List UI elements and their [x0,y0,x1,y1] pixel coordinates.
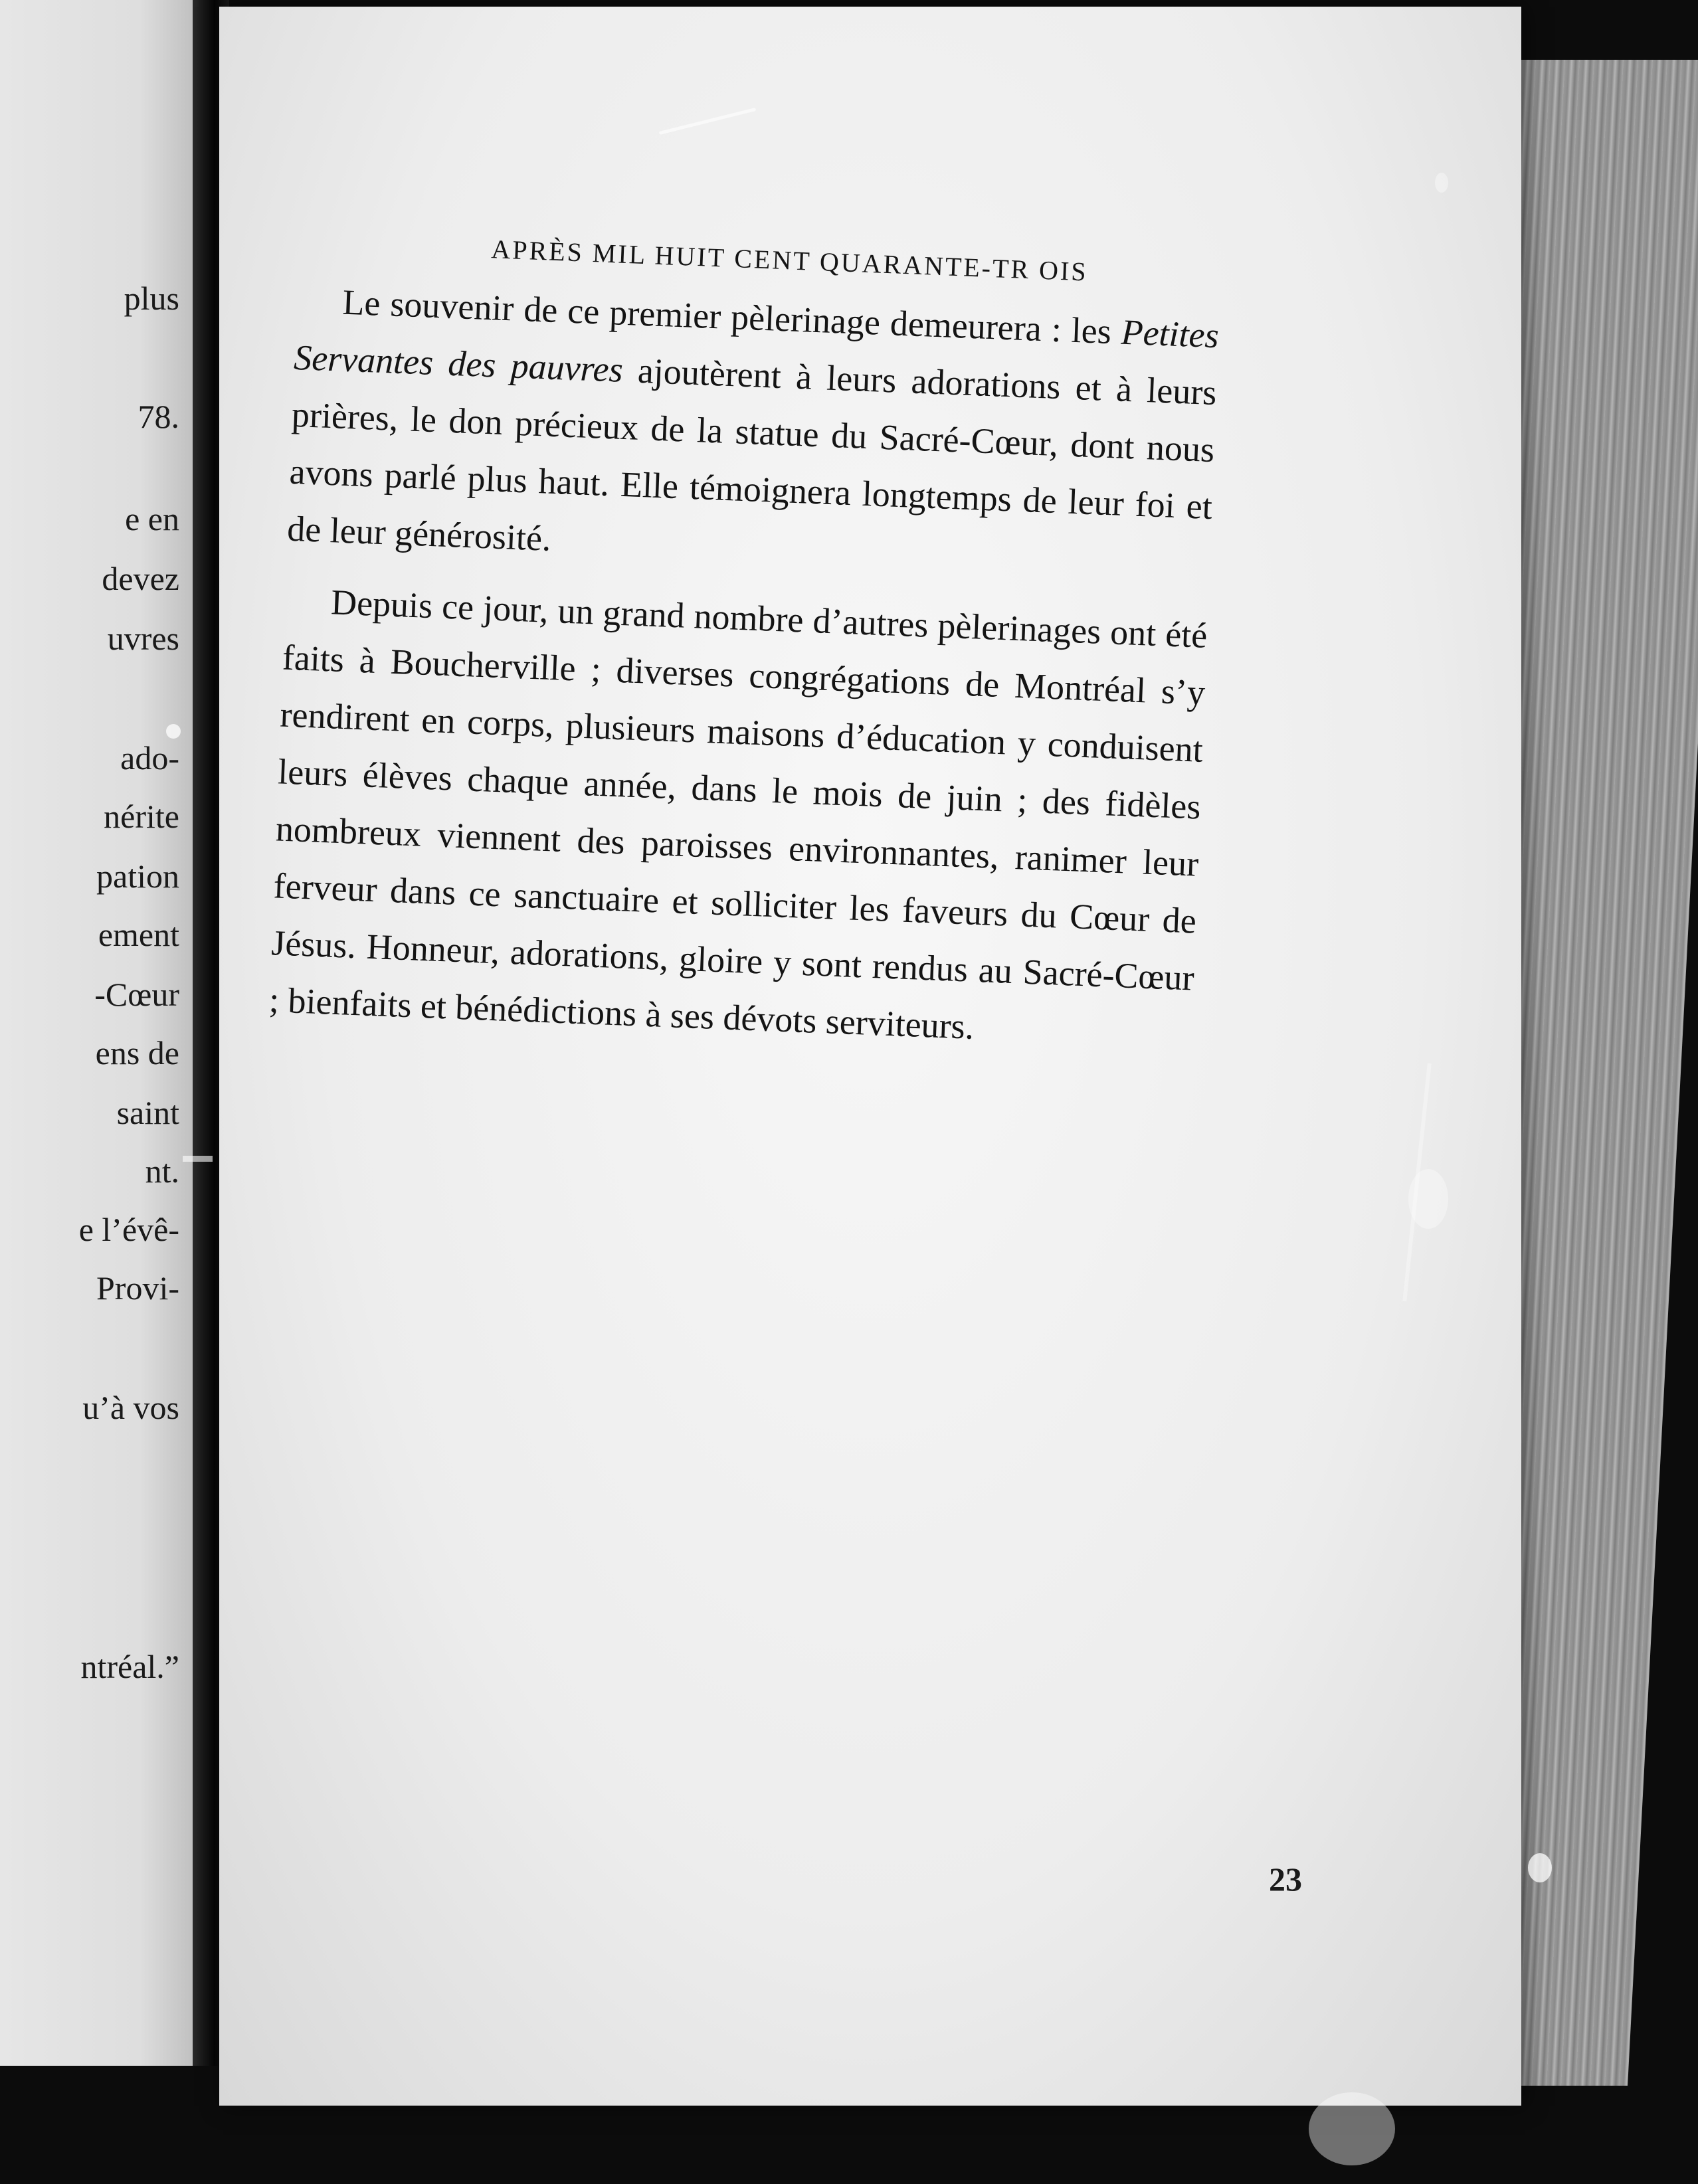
film-scratch [183,1156,213,1162]
left-page-line: e en [125,500,179,537]
paragraph-2: Depuis ce jour, un grand nombre d’autres pèlerinages ont été faits à Boucherville ; diverses congrégations de Montréal s’y rendirent en corps, plusieurs maisons d’éducation y conduisent leurs élèves chaque année, dans le mois de juin ; des fidèles nombreux viennent des paroisses environnantes, ranimer leur ferveur dans ce sanctuaire et solliciter les faveurs du Cœur de Jésus. Honneur, adorations, gloire y sont rendus au Sacré-Cœur ; bienfaits et bénédictions à ses dévots serviteurs. [268,582,1208,1047]
left-page [0,0,199,2066]
left-page-line: saint [116,1094,179,1131]
right-page [219,7,1521,2106]
left-page-line: devez [102,560,179,597]
left-page-line: -Cœur [94,976,179,1013]
film-speck [1435,173,1448,193]
page-number: 23 [1269,1861,1302,1898]
paragraph-1-start: Le souvenir de ce premier pèlerinage demeurera : les [341,282,1122,352]
paragraph-1-italic-title: Petites Servantes des pauvres [293,312,1220,390]
left-page-line: Provi- [96,1269,179,1307]
left-page-line: nérite [104,798,179,835]
left-page-line: 78. [138,398,179,435]
paragraph-1-end: ajoutèrent à leurs adorations et à leurs prières, le don précieux de la statue du Sacré-Cœur, dont nous avons parlé plus haut. Elle témoignera longtemps de leur foi et de leur générosité. [286,349,1218,559]
left-page-line: u’à vos [82,1389,179,1426]
left-page-line: plus [124,280,179,317]
film-speck [1309,2092,1395,2165]
left-page-line: ntréal.” [80,1648,179,1685]
page-text-block [268,226,1222,1063]
film-speck [166,724,181,739]
left-page-line: ens de [95,1034,179,1071]
film-speck [1528,1853,1552,1882]
running-head: APRÈS MIL HUIT CENT QUARANTE-TR OIS [490,234,1089,287]
left-page-line: ement [98,916,179,953]
paragraph-1 [286,272,1220,592]
left-page-line: pation [96,858,179,895]
left-page-line: nt. [145,1152,179,1190]
left-page-line: ado- [120,739,179,776]
left-page-line: uvres [107,620,179,657]
left-page-line: e l’évê- [78,1211,179,1248]
